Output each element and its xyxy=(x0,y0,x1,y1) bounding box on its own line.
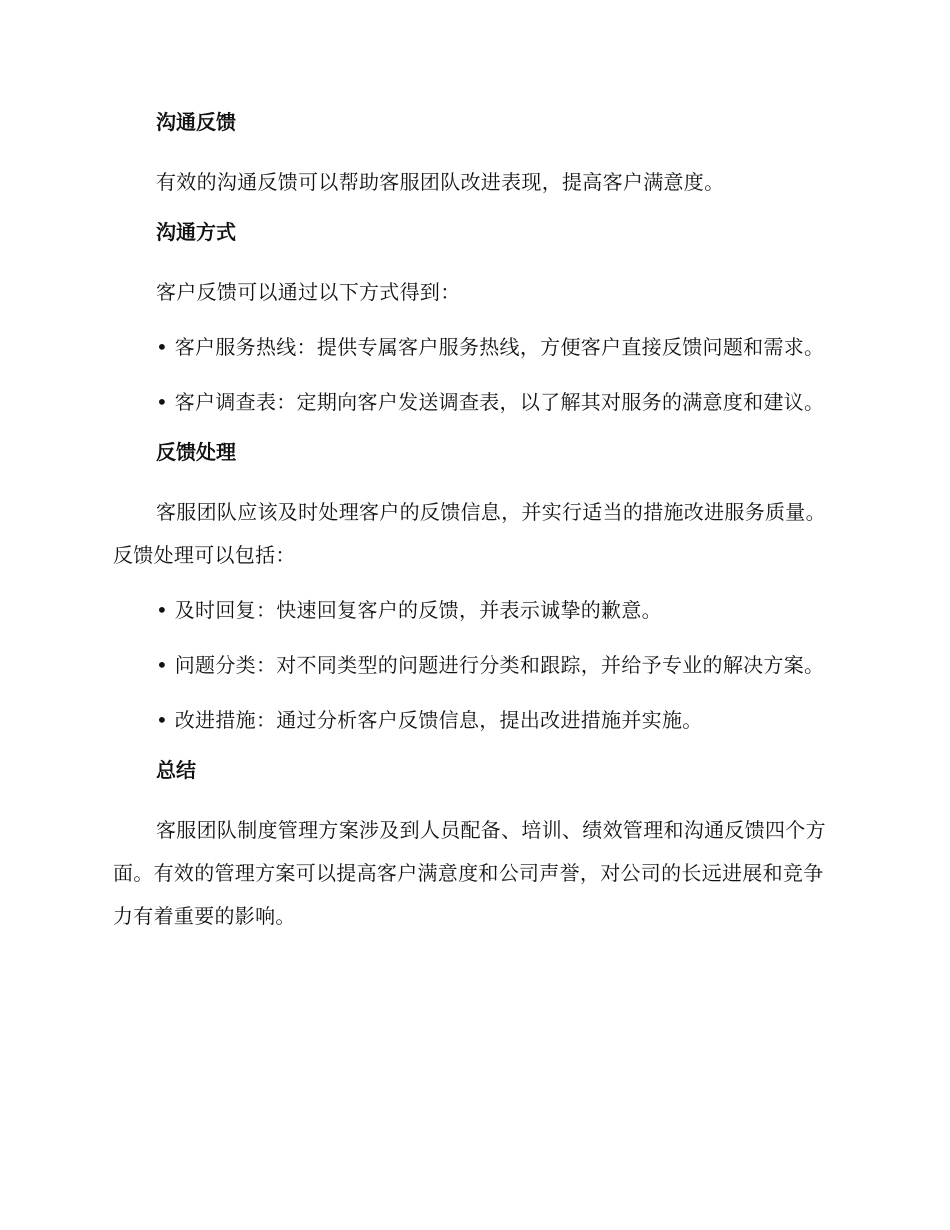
section-heading-summary: 总结 xyxy=(156,758,196,782)
paragraph: 客服团队应该及时处理客户的反馈信息，并实行适当的措施改进服务质量。反馈处理可以包括： xyxy=(113,500,826,567)
section-heading-methods: 沟通方式 xyxy=(156,220,236,244)
paragraph: 有效的沟通反馈可以帮助客服团队改进表现，提高客户满意度。 xyxy=(156,170,725,194)
paragraph: 客户反馈可以通过以下方式得到： xyxy=(156,280,461,304)
bullet-item: • 及时回复：快速回复客户的反馈，并表示诚挚的歉意。 xyxy=(156,598,662,622)
bullet-item: • 改进措施：通过分析客户反馈信息，提出改进措施并实施。 xyxy=(156,708,703,732)
section-heading-handling: 反馈处理 xyxy=(156,440,236,464)
bullet-item: • 客户调查表：定期向客户发送调查表，以了解其对服务的满意度和建议。 xyxy=(156,390,825,414)
bullet-item: • 问题分类：对不同类型的问题进行分类和跟踪，并给予专业的解决方案。 xyxy=(156,653,825,677)
document-body xyxy=(113,106,833,938)
section-heading-feedback: 沟通反馈 xyxy=(156,110,236,134)
paragraph: 客服团队制度管理方案涉及到人员配备、培训、绩效管理和沟通反馈四个方面。有效的管理方案可以提高客户满意度和公司声誉，对公司的长远进展和竞争力有着重要的影响。 xyxy=(113,818,826,928)
bullet-item: • 客户服务热线：提供专属客户服务热线，方便客户直接反馈问题和需求。 xyxy=(156,335,825,359)
